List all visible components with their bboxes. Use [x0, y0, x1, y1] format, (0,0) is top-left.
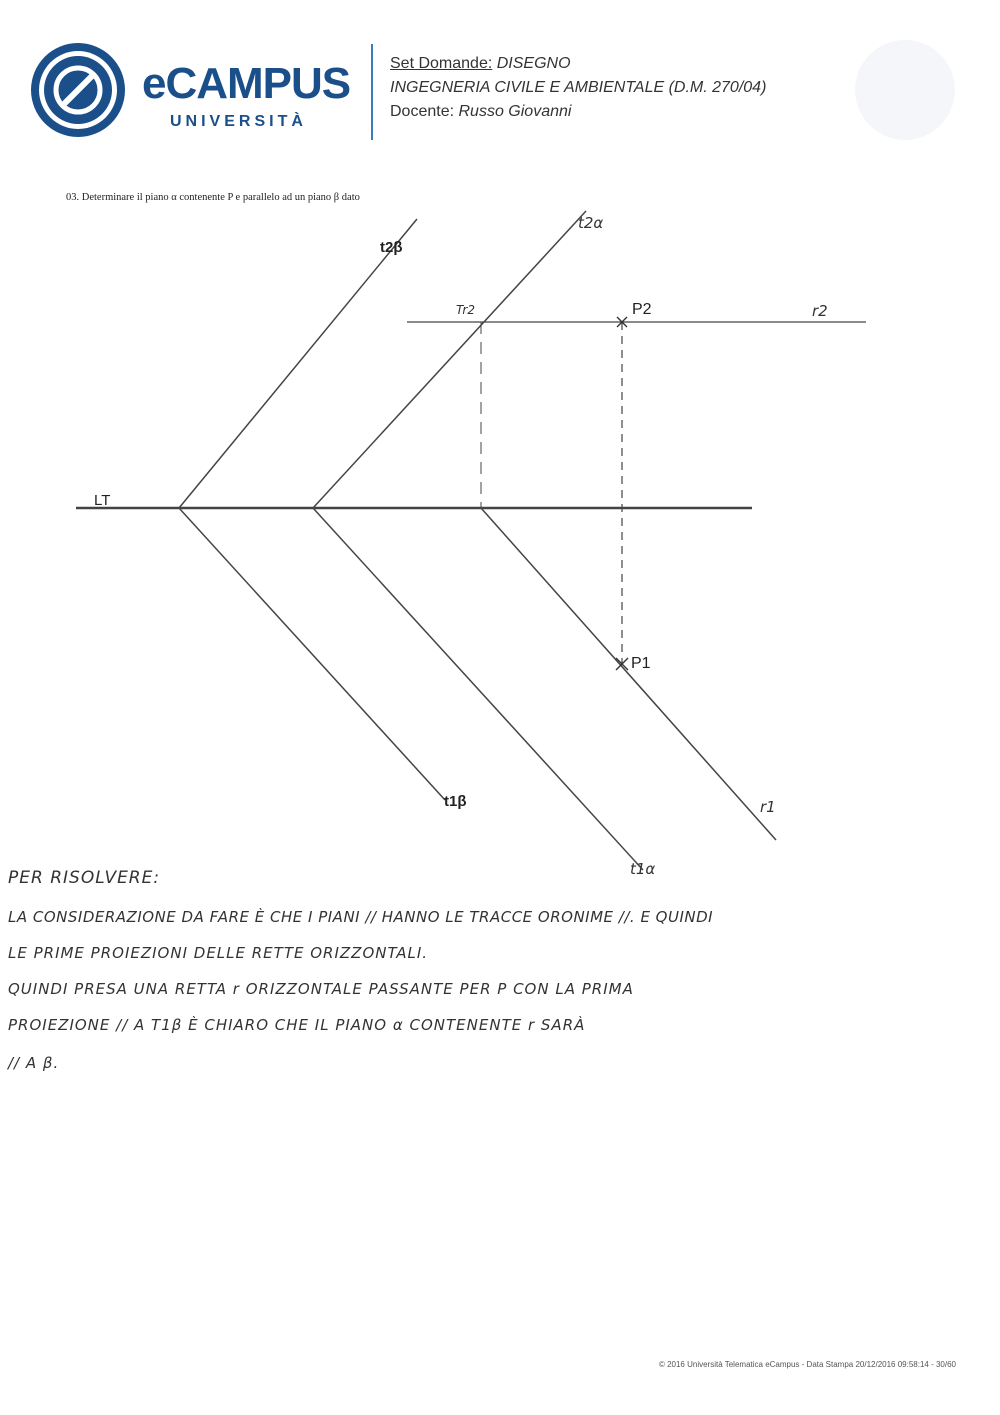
- set-value: DISEGNO: [496, 55, 571, 72]
- notes-line-6: // A β.: [8, 1054, 60, 1072]
- p1-label: P1: [631, 655, 651, 672]
- tr2-label: Tr2: [456, 303, 475, 317]
- t1a-line: [313, 508, 643, 870]
- t2a-label: t2α: [578, 214, 604, 232]
- set-label: Set Domande:: [390, 55, 493, 72]
- t2b-label: t2β: [380, 239, 403, 256]
- question-text: 03. Determinare il piano α contenente P e parallelo ad un piano β dato: [66, 192, 360, 203]
- t2b-line: [179, 219, 417, 508]
- t1b-label: t1β: [444, 793, 467, 810]
- logo-wordmark: eCAMPUS: [142, 59, 351, 108]
- course-name: INGEGNERIA CIVILE E AMBIENTALE (D.M. 270/04): [390, 79, 767, 96]
- t2a-line: [313, 211, 586, 508]
- notes-line-3: LE PRIME PROIEZIONI DELLE RETTE ORIZZONTALI.: [8, 944, 429, 962]
- t1a-label: t1α: [630, 860, 656, 878]
- print-footer: © 2016 Università Telematica eCampus - Data Stampa 20/12/2016 09:58:14 - 30/60: [658, 1360, 956, 1369]
- lt-label: LT: [94, 492, 111, 509]
- notes-line-2: LA CONSIDERAZIONE DA FARE È CHE I PIANI // HANNO LE TRACCE ORONIME //. E QUINDI: [8, 908, 714, 926]
- notes-line-4: QUINDI PRESA UNA RETTA r ORIZZONTALE PASSANTE PER P CON LA PRIMA: [8, 980, 634, 998]
- r1-line: [481, 508, 776, 840]
- t1b-line: [179, 508, 445, 800]
- logo-subtext: UNIVERSITÀ: [170, 113, 307, 130]
- r1-label: r1: [760, 798, 776, 816]
- r2-label: r2: [812, 302, 828, 320]
- docente-value: Russo Giovanni: [458, 103, 572, 120]
- p2-label: P2: [632, 301, 652, 318]
- notes-line-5: PROIEZIONE // A T1β È CHIARO CHE IL PIANO α CONTENENTE r SARÀ: [8, 1016, 586, 1034]
- docente-label: Docente:: [390, 103, 455, 120]
- notes-line-1: PER RISOLVERE:: [8, 868, 161, 888]
